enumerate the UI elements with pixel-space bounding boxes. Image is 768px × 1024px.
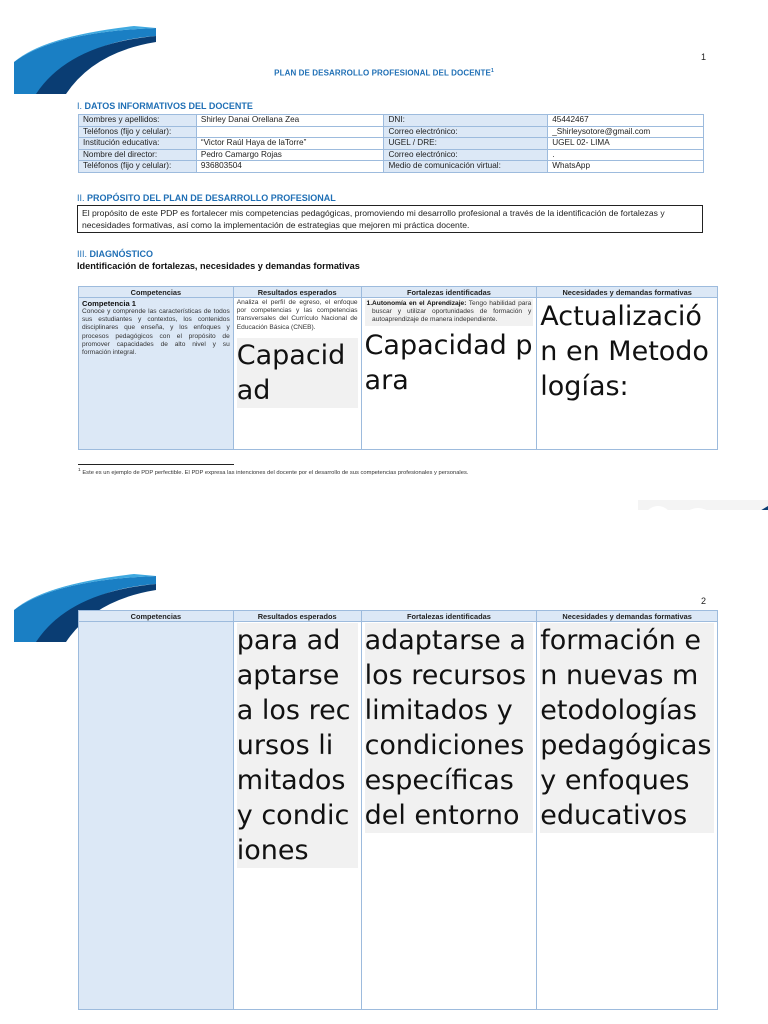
needs-big-text: Actualización en Metodologías: bbox=[540, 301, 709, 402]
strength-text: Tengo habilidad para buscar y utilizar oportunidades de formación y autoaprendizaje de manera independiente. bbox=[372, 300, 532, 324]
footnote-text: Este es un ejemplo de PDP perfectible. El PDP expresa las intenciones del docente por el desarrollo de sus competencias profesionales y personales. bbox=[82, 469, 469, 476]
footer-decoration bbox=[638, 500, 768, 510]
info-row bbox=[79, 115, 704, 127]
strength-title: Autonomía en el Aprendizaje: bbox=[372, 300, 467, 307]
section-number: I. bbox=[77, 101, 83, 111]
strength-big-text: Capacidad para bbox=[364, 329, 533, 396]
results-big-text: para adaptarse a los recursos limitados y condiciones bbox=[237, 623, 358, 868]
needs-cell bbox=[537, 622, 718, 1010]
strengths-cell bbox=[361, 298, 537, 450]
strength-big-text: adaptarse a los recursos limitados y condiciones específicas del entorno bbox=[365, 623, 534, 833]
info-label: Teléfonos (fijo y celular): bbox=[79, 161, 197, 173]
document-title bbox=[0, 68, 768, 78]
info-label: UGEL / DRE: bbox=[384, 138, 548, 150]
header-fortalezas: Fortalezas identificadas bbox=[361, 287, 537, 298]
purpose-text-box: El propósito de este PDP es fortalecer mis competencias pedagógicas, promoviendo mi desarrollo profesional a través de la identificación de fortalezas y necesidades formativas, así como la implementación de estrategias que mejoren mi práctica docente. bbox=[77, 205, 703, 233]
header-resultados: Resultados esperados bbox=[233, 287, 361, 298]
info-value: Pedro Camargo Rojas bbox=[196, 149, 384, 161]
competence-cell bbox=[79, 298, 234, 450]
info-row bbox=[79, 126, 704, 138]
diagnosis-row bbox=[79, 298, 718, 450]
info-value: UGEL 02- LIMA bbox=[548, 138, 704, 150]
competence-title: Competencia 1 bbox=[82, 299, 137, 308]
informative-data-table bbox=[78, 114, 704, 173]
info-value: 936803504 bbox=[196, 161, 384, 173]
info-value bbox=[196, 126, 384, 138]
info-label: Nombre del director: bbox=[79, 149, 197, 161]
info-label: DNI: bbox=[384, 115, 548, 127]
info-row bbox=[79, 161, 704, 173]
info-label: Correo electrónico: bbox=[384, 149, 548, 161]
section-title: DIAGNÓSTICO bbox=[89, 249, 154, 259]
competence-cell bbox=[79, 622, 234, 1010]
title-footnote-mark: 1 bbox=[490, 68, 494, 74]
header-necesidades: Necesidades y demandas formativas bbox=[537, 611, 718, 622]
info-label: Institución educativa: bbox=[79, 138, 197, 150]
header-fortalezas: Fortalezas identificadas bbox=[361, 611, 537, 622]
results-cell bbox=[233, 298, 361, 450]
section-title: PROPÓSITO DEL PLAN DE DESARROLLO PROFESIONAL bbox=[87, 193, 336, 203]
footnote bbox=[78, 468, 468, 476]
section-number: III. bbox=[77, 249, 88, 259]
document-page-1 bbox=[0, 0, 768, 510]
needs-big-text: formación en nuevas metodologías pedagógicas y enfoques educativos bbox=[540, 623, 714, 833]
header-resultados: Resultados esperados bbox=[233, 611, 361, 622]
results-big-text: Capacidad bbox=[237, 338, 358, 408]
document-page-2 bbox=[0, 514, 768, 1024]
info-value: “Victor Raúl Haya de laTorre” bbox=[196, 138, 384, 150]
info-label: Nombres y apellidos: bbox=[79, 115, 197, 127]
info-row bbox=[79, 149, 704, 161]
section-title: DATOS INFORMATIVOS DEL DOCENTE bbox=[84, 101, 253, 111]
results-text: Analiza el perfil de egreso, el enfoque por competencias y las competencias transversales del Currículo Nacional de Educación Básica (CNEB). bbox=[236, 299, 358, 331]
header-competencias: Competencias bbox=[79, 611, 234, 622]
info-label: Teléfonos (fijo y celular): bbox=[79, 126, 197, 138]
section-heading-1 bbox=[77, 101, 253, 111]
diagnosis-table bbox=[78, 286, 718, 450]
page-number: 1 bbox=[700, 52, 706, 62]
info-row bbox=[79, 138, 704, 150]
page-number: 2 bbox=[700, 596, 706, 606]
info-value: Shirley Danai Orellana Zea bbox=[196, 115, 384, 127]
info-label: Medio de comunicación virtual: bbox=[384, 161, 548, 173]
needs-cell bbox=[537, 298, 718, 450]
header-necesidades: Necesidades y demandas formativas bbox=[537, 287, 718, 298]
diagnosis-subtitle: Identificación de fortalezas, necesidades y demandas formativas bbox=[77, 261, 360, 271]
info-value: WhatsApp bbox=[548, 161, 704, 173]
diagnosis-header-row bbox=[79, 287, 718, 298]
diagnosis-table-continued bbox=[78, 610, 718, 1010]
competence-text: Conoce y comprende las características de todos sus estudiantes y contextos, los contenidos disciplinares que enseña, y los enfoques y procesos pedagógicos con el propósito de promover capacidades de alto nivel y su formación integral. bbox=[82, 308, 230, 357]
diagnosis-header-row bbox=[79, 611, 718, 622]
strengths-cell bbox=[361, 622, 537, 1010]
strength-number: 1. bbox=[366, 300, 373, 307]
info-value: . bbox=[548, 149, 704, 161]
diagnosis-row bbox=[79, 622, 718, 1010]
header-competencias: Competencias bbox=[79, 287, 234, 298]
info-value: 45442467 bbox=[548, 115, 704, 127]
section-heading-2 bbox=[77, 193, 336, 203]
document-title-text: PLAN DE DESARROLLO PROFESIONAL DEL DOCENTE bbox=[274, 68, 491, 78]
footnote-mark: 1 bbox=[78, 468, 81, 473]
section-number: II. bbox=[77, 193, 85, 203]
footnote-separator bbox=[78, 464, 234, 465]
info-value: _Shirleysotore@gmail.com bbox=[548, 126, 704, 138]
info-label: Correo electrónico: bbox=[384, 126, 548, 138]
strength-item bbox=[365, 299, 534, 326]
results-cell bbox=[233, 622, 361, 1010]
header-logo-swoosh bbox=[14, 22, 164, 94]
section-heading-3 bbox=[77, 249, 153, 259]
